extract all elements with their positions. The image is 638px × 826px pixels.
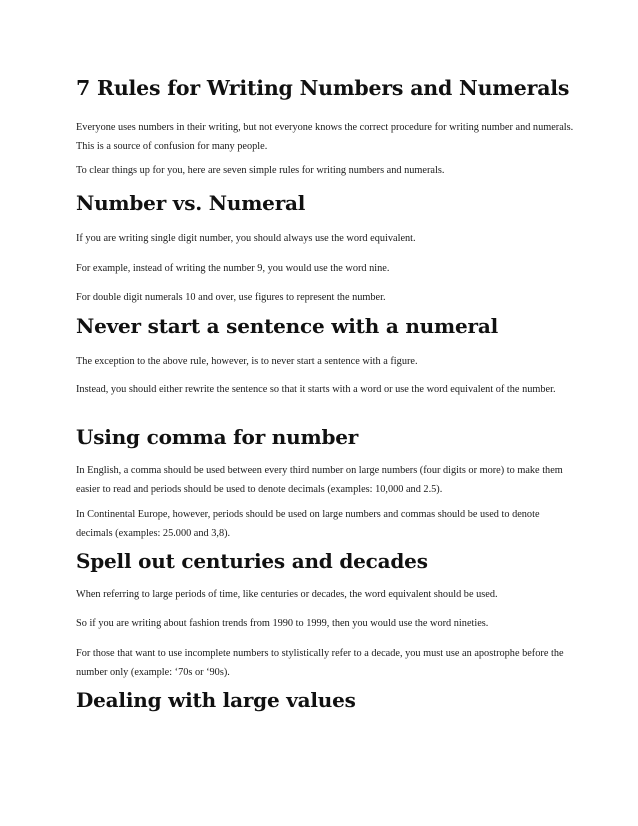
section-2-paragraph-2: [76, 380, 576, 399]
section-3-paragraph-1: [76, 461, 576, 499]
page-title: 7 Rules for Writing Numbers and Numerals: [76, 76, 570, 100]
body-paragraph: The exception to the above rule, however, is to never start a sentence with a figure.: [76, 356, 418, 367]
section-4-paragraph-1: [76, 585, 576, 604]
body-paragraph: For those that want to use incomplete numbers to stylistically refer to a decade, you must use an apostrophe before the number only (example: ‘70s or ‘90s).: [76, 648, 564, 678]
body-paragraph: If you are writing single digit number, you should always use the word equivalent.: [76, 233, 416, 244]
body-paragraph: For example, instead of writing the number 9, you would use the word nine.: [76, 263, 390, 274]
intro-paragraph: To clear things up for you, here are seven simple rules for writing numbers and numerals.: [76, 165, 445, 176]
intro-paragraph: Everyone uses numbers in their writing, but not everyone knows the correct procedure for writing number and numerals. This is a source of confusion for many people.: [76, 122, 574, 152]
section-2-paragraph-1: [76, 352, 576, 371]
section-heading-never-start-sentence: Never start a sentence with a numeral: [76, 314, 499, 338]
section-heading-number-vs-numeral: Number vs. Numeral: [76, 191, 306, 215]
section-4-paragraph-3: [76, 644, 576, 682]
section-heading-spell-out-centuries: Spell out centuries and decades: [76, 549, 428, 573]
body-paragraph: In Continental Europe, however, periods should be used on large numbers and commas should be used to denote decimals (examples: 25.000 and 3,8).: [76, 509, 540, 539]
body-paragraph: In English, a comma should be used between every third number on large numbers (four digits or more) to make them easier to read and periods should be used to denote decimals (examples: 10,000 and 2.5).: [76, 465, 563, 495]
body-paragraph: When referring to large periods of time, like centuries or decades, the word equivalent should be used.: [76, 589, 498, 600]
body-paragraph: For double digit numerals 10 and over, use figures to represent the number.: [76, 292, 386, 303]
section-4-paragraph-2: [76, 614, 576, 633]
section-heading-dealing-with-large-values: Dealing with large values: [76, 688, 356, 712]
body-paragraph: So if you are writing about fashion trends from 1990 to 1999, then you would use the word nineties.: [76, 618, 489, 629]
intro-paragraph-1-block: [76, 118, 576, 156]
section-3-paragraph-2: [76, 505, 576, 543]
section-1-paragraph-1: [76, 229, 576, 248]
body-paragraph: Instead, you should either rewrite the sentence so that it starts with a word or use the word equivalent of the number.: [76, 384, 556, 395]
section-heading-using-comma: Using comma for number: [76, 425, 359, 449]
intro-paragraph-2-block: [76, 161, 576, 180]
section-1-paragraph-3: [76, 288, 576, 307]
section-1-paragraph-2: [76, 259, 576, 278]
